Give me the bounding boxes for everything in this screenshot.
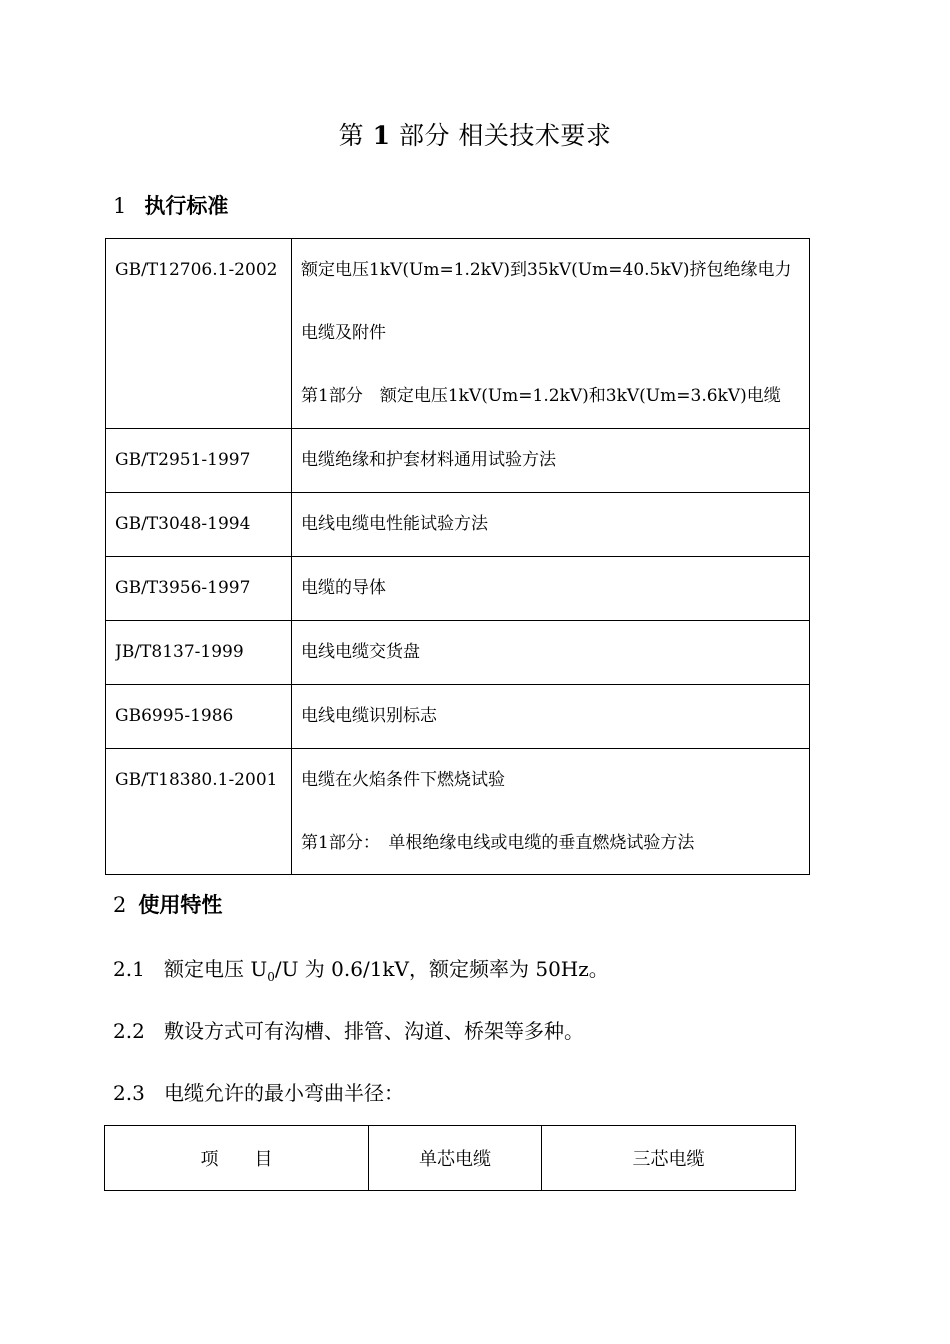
header-cell: 单芯电缆: [369, 1126, 542, 1191]
standard-desc-line: 电线电缆电性能试验方法: [301, 514, 488, 534]
standard-code: GB/T2951-1997: [115, 450, 251, 470]
section-number: 2: [113, 893, 127, 917]
standard-desc-cell: [292, 239, 810, 429]
standard-desc-line: 额定电压1kV(Um=1.2kV)到35kV(Um=40.5kV)挤包绝缘电力: [301, 260, 792, 280]
standard-code: GB/T18380.1-2001: [115, 770, 278, 790]
table-row: [106, 429, 810, 493]
standard-desc-cell: [292, 685, 810, 749]
item-text: 电缆允许的最小弯曲半径：: [164, 1081, 404, 1105]
item-number: 2.3: [113, 1081, 145, 1105]
standard-desc-cell: [292, 749, 810, 875]
section-heading-1: [113, 190, 228, 220]
standard-code: GB/T3956-1997: [115, 578, 251, 598]
standard-desc-cell: [292, 621, 810, 685]
standard-desc-line: 电缆的导体: [301, 578, 386, 598]
standard-desc-cell: [292, 557, 810, 621]
item-text: /U 为 0.6/1kV，额定频率为 50Hz。: [274, 957, 609, 981]
item-2-2: [113, 1015, 584, 1044]
page-title: [0, 116, 950, 152]
standard-code-cell: [106, 239, 292, 429]
standard-desc-line: 电缆绝缘和护套材料通用试验方法: [301, 450, 556, 470]
standard-code-cell: [106, 493, 292, 557]
item-number: 2.2: [113, 1019, 145, 1043]
standards-table: [105, 238, 810, 875]
item-text: 额定电压 U: [164, 957, 268, 981]
standard-desc-line: 第1部分 额定电压1kV(Um=1.2kV)和3kV(Um=3.6kV)电缆: [301, 386, 781, 406]
item-2-3: [113, 1077, 404, 1106]
standard-desc-line: 电线电缆交货盘: [301, 642, 420, 662]
item-text: 敷设方式可有沟槽、排管、沟道、桥架等多种。: [164, 1019, 584, 1043]
table-row: [106, 557, 810, 621]
standard-code-cell: [106, 749, 292, 875]
standard-desc-cell: [292, 493, 810, 557]
section-heading-2: [113, 889, 222, 919]
section-heading-text: 使用特性: [138, 892, 223, 917]
standard-desc-line: 电缆及附件: [301, 323, 386, 343]
table-row: [106, 685, 810, 749]
standard-code: GB/T12706.1-2002: [115, 260, 278, 280]
table-row: [106, 621, 810, 685]
item-subscript: 0: [267, 970, 275, 984]
table-row: [106, 493, 810, 557]
table-row: [106, 749, 810, 875]
standard-desc-line: 电缆在火焰条件下燃烧试验: [301, 770, 505, 790]
title-number: 1: [372, 121, 391, 150]
bend-radius-table: [104, 1125, 796, 1191]
section-number: 1: [113, 194, 127, 218]
header-cell: 三芯电缆: [542, 1126, 796, 1191]
standard-desc-line: 电线电缆识别标志: [301, 706, 437, 726]
standard-desc-line: 第1部分： 单根绝缘电线或电缆的垂直燃烧试验方法: [301, 833, 695, 853]
standard-code: JB/T8137-1999: [115, 642, 244, 662]
standard-code: GB6995-1986: [115, 706, 234, 726]
table-row: [106, 239, 810, 429]
table-header-row: [105, 1126, 796, 1191]
standard-code: GB/T3048-1994: [115, 514, 251, 534]
standard-code-cell: [106, 429, 292, 493]
item-2-1: [113, 953, 609, 984]
standard-code-cell: [106, 557, 292, 621]
standard-code-cell: [106, 621, 292, 685]
header-cell: 项 目: [105, 1126, 369, 1191]
section-heading-text: 执行标准: [144, 193, 229, 218]
title-suffix: 部分 相关技术要求: [398, 121, 612, 150]
standard-desc-cell: [292, 429, 810, 493]
standard-code-cell: [106, 685, 292, 749]
title-prefix: 第: [338, 121, 365, 150]
item-number: 2.1: [113, 957, 145, 981]
